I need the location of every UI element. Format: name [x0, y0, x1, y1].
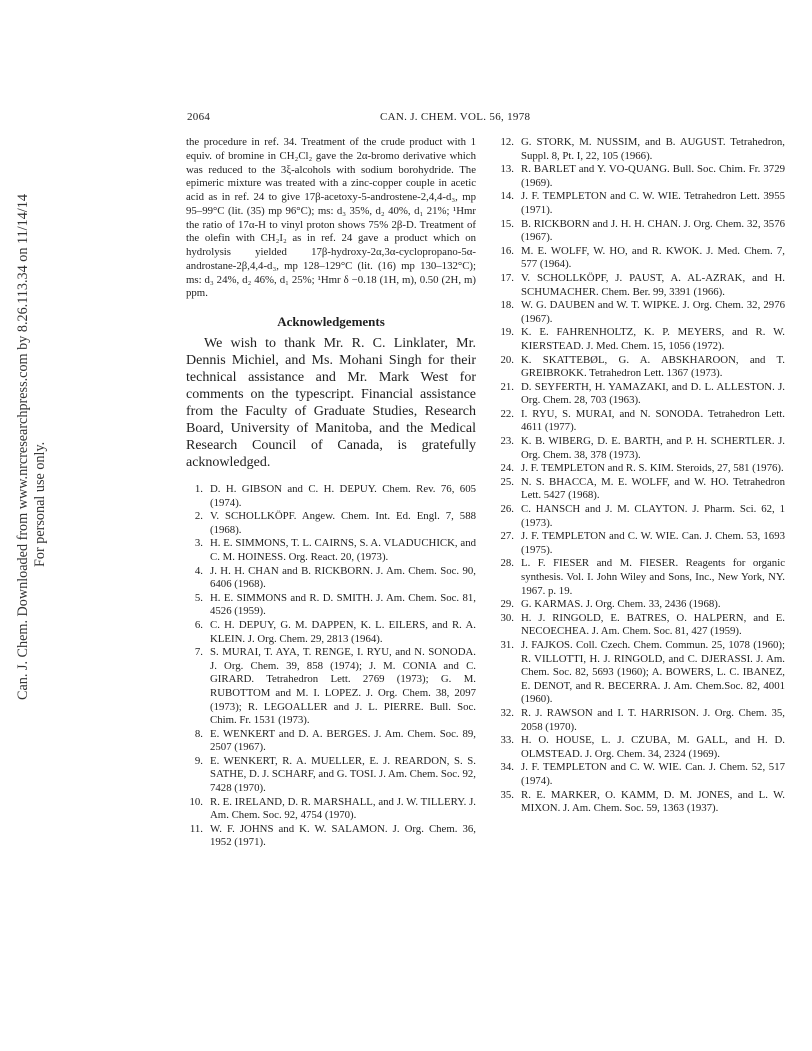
reference-number: 32.	[500, 706, 514, 719]
acknowledgements-heading: Acknowledgements	[277, 314, 385, 329]
reference-item	[497, 530, 785, 557]
reference-item	[186, 483, 476, 510]
reference-number: 5.	[194, 591, 203, 604]
reference-number: 35.	[500, 788, 514, 801]
reference-text: K. E. FAHRENHOLTZ, K. P. MEYERS, and R. W. KIERSTEAD. J. Med. Chem. 15, 1056 (1972).	[521, 326, 785, 352]
reference-text: J. FAJKOS. Coll. Czech. Chem. Commun. 25, 1078 (1960); R. VILLOTTI, H. J. RINGOLD, and C. DJERASSI. J. Am. Chem. Soc. 82, 5693 (1960); A. BOWERS, L. C. IBANEZ, E. DENOT, and R. BECERRA. J. Am. Chem.Soc. 82, 4001 (1960).	[521, 638, 785, 706]
reference-text: B. RICKBORN and J. H. H. CHAN. J. Org. Chem. 32, 3576 (1967).	[521, 217, 785, 244]
reference-number: 10.	[189, 795, 203, 808]
reference-text: W. G. DAUBEN and W. T. WIPKE. J. Org. Chem. 32, 2976 (1967).	[521, 299, 785, 325]
reference-item	[497, 612, 785, 639]
reference-number: 2.	[194, 510, 203, 523]
reference-text: I. RYU, S. MURAI, and N. SONODA. Tetrahedron Lett. 4611 (1977).	[521, 407, 785, 434]
acknowledgements-text: We wish to thank Mr. R. C. Linklater, Mr. Dennis Michiel, and Ms. Mohani Singh for their technical assistance and Mr. Mark West for comments on the typescript. Financial assistance from the Faculty of Graduate Studies, Research Board, University of Manitoba, and the Medical Research Council of Canada, is gratefully acknowledged.	[186, 336, 476, 470]
personal-use-line: For personal use only.	[32, 441, 48, 567]
reference-text: H. E. SIMMONS and R. D. SMITH. J. Am. Chem. Soc. 81, 4526 (1959).	[210, 591, 476, 618]
download-notice-line: Can. J. Chem. Downloaded from www.nrcresearchpress.com by 8.26.113.34 on 11/14/14	[15, 194, 31, 700]
reference-text: C. H. DEPUY, G. M. DAPPEN, K. L. EILERS, and R. A. KLEIN. J. Org. Chem. 29, 2813 (1964).	[210, 618, 476, 645]
reference-number: 18.	[500, 299, 514, 312]
reference-text: G. KARMAS. J. Org. Chem. 33, 2436 (1968).	[521, 598, 721, 611]
reference-item	[497, 503, 785, 530]
reference-number: 26.	[500, 503, 514, 516]
reference-number: 34.	[500, 761, 514, 774]
reference-item	[497, 734, 785, 761]
reference-number: 6.	[194, 618, 203, 631]
reference-number: 29.	[500, 598, 514, 611]
reference-number: 19.	[500, 326, 514, 339]
reference-item	[497, 598, 785, 612]
reference-list-right	[497, 136, 785, 816]
reference-item	[497, 354, 785, 381]
reference-text: D. H. GIBSON and C. H. DEPUY. Chem. Rev. 76, 605 (1974).	[210, 483, 476, 509]
reference-item	[497, 462, 785, 476]
reference-number: 9.	[194, 754, 203, 767]
experimental-paragraph: the procedure in ref. 34. Treatment of the crude product with 1 equiv. of bromine in CH₂Cl₂ gave the 2α-bromo derivative which was reduced to the 3ξ-alcohols with sodium borohydride. The epimeric mixture was treated with a zinc-copper couple in acetic acid as in ref. 24 to give 17β-acetoxy-5-androstene-2,4,4-d₃, mp 95–99°C (lit. (35) mp 96°C); ms: d₃ 35%, d₂ 40%, d₁ 21%; ¹Hmr the ratio of 17α-H to vinyl proton shows 75% 2β-D. Treatment of the olefin with CH₂I₂ as in ref. 24 gave a product which on hydrolysis yielded 17β-hydroxy-2α,3α-cyclopropano-5α-androstane-2β,4,4-d₃, mp 128–129°C (lit. (16) mp 130–132°C); ms: d₃ 24%, d₂ 46%, d₁ 25%; ¹Hmr δ −0.18 (1H, m), 0.50 (2H, m) ppm.	[186, 136, 476, 300]
reference-number: 24.	[500, 462, 514, 475]
reference-text: V. SCHOLLKÖPF. Angew. Chem. Int. Ed. Engl. 7, 588 (1968).	[210, 510, 476, 536]
reference-item	[497, 272, 785, 299]
reference-number: 33.	[500, 734, 514, 747]
reference-item	[497, 789, 785, 816]
reference-item	[497, 190, 785, 217]
reference-item	[186, 728, 476, 755]
reference-number: 4.	[194, 564, 203, 577]
reference-text: R. E. MARKER, O. KAMM, D. M. JONES, and L. W. MIXON. J. Am. Chem. Soc. 59, 1363 (1937).	[521, 788, 785, 815]
reference-number: 22.	[500, 407, 514, 420]
reference-item	[186, 510, 476, 537]
reference-item	[186, 565, 476, 592]
reference-number: 25.	[500, 475, 514, 488]
reference-item	[497, 381, 785, 408]
reference-text: N. S. BHACCA, M. E. WOLFF, and W. HO. Tetrahedron Lett. 5427 (1968).	[521, 475, 785, 502]
reference-text: V. SCHOLLKÖPF, J. PAUST, A. AL-AZRAK, and H. SCHUMACHER. Chem. Ber. 99, 3391 (1966).	[521, 271, 785, 298]
reference-item	[186, 796, 476, 823]
reference-text: D. SEYFERTH, H. YAMAZAKI, and D. L. ALLESTON. J. Org. Chem. 28, 703 (1963).	[521, 380, 785, 407]
reference-number: 31.	[500, 638, 514, 651]
reference-item	[497, 557, 785, 598]
reference-text: K. B. WIBERG, D. E. BARTH, and P. H. SCHERTLER. J. Org. Chem. 38, 378 (1973).	[521, 435, 785, 461]
reference-text: R. BARLET and Y. VO-QUANG. Bull. Soc. Chim. Fr. 3729 (1969).	[521, 163, 785, 189]
reference-text: C. HANSCH and J. M. CLAYTON. J. Pharm. Sci. 62, 1 (1973).	[521, 503, 785, 529]
reference-number: 20.	[500, 353, 514, 366]
reference-number: 23.	[500, 435, 514, 448]
reference-text: E. WENKERT, R. A. MUELLER, E. J. REARDON, S. S. SATHE, D. J. SCHARF, and G. TOSI. J. Am. Chem. Soc. 92, 7428 (1970).	[210, 754, 476, 795]
reference-item	[497, 639, 785, 707]
reference-item	[497, 136, 785, 163]
page-number: 2064	[187, 111, 211, 123]
reference-text: J. F. TEMPLETON and C. W. WIE. Can. J. Chem. 52, 517 (1974).	[521, 761, 785, 787]
reference-item	[497, 163, 785, 190]
reference-number: 30.	[500, 611, 514, 624]
reference-text: J. H. H. CHAN and B. RICKBORN. J. Am. Chem. Soc. 90, 6406 (1968).	[210, 564, 476, 591]
reference-text: R. E. IRELAND, D. R. MARSHALL, and J. W. TILLERY. J. Am. Chem. Soc. 92, 4754 (1970).	[210, 795, 476, 822]
reference-number: 3.	[194, 537, 203, 550]
reference-text: M. E. WOLFF, W. HO, and R. KWOK. J. Med. Chem. 7, 577 (1964).	[521, 244, 785, 271]
reference-item	[497, 408, 785, 435]
reference-number: 14.	[500, 190, 514, 203]
reference-text: R. J. RAWSON and I. T. HARRISON. J. Org. Chem. 35, 2058 (1970).	[521, 706, 785, 733]
reference-number: 16.	[500, 244, 514, 257]
reference-item	[497, 245, 785, 272]
right-column	[497, 136, 785, 816]
reference-number: 27.	[500, 530, 514, 543]
reference-text: J. F. TEMPLETON and C. W. WIE. Can. J. Chem. 53, 1693 (1975).	[521, 530, 785, 556]
reference-item	[186, 823, 476, 850]
reference-item	[186, 592, 476, 619]
reference-text: H. J. RINGOLD, E. BATRES, O. HALPERN, and E. NECOECHEA. J. Am. Chem. Soc. 81, 427 (1959).	[521, 611, 785, 638]
reference-text: W. F. JOHNS and K. W. SALAMON. J. Org. Chem. 36, 1952 (1971).	[210, 822, 476, 849]
reference-text: E. WENKERT and D. A. BERGES. J. Am. Chem. Soc. 89, 2507 (1967).	[210, 727, 476, 754]
reference-text: K. SKATTEBØL, G. A. ABSKHAROON, and T. GREIBROKK. Tetrahedron Lett. 1367 (1973).	[521, 353, 785, 380]
reference-number: 11.	[189, 822, 203, 835]
reference-item	[186, 619, 476, 646]
reference-item	[186, 646, 476, 728]
left-column	[186, 136, 476, 850]
download-watermark	[13, 160, 49, 700]
reference-text: H. E. SIMMONS, T. L. CAIRNS, S. A. VLADUCHICK, and C. M. HOINESS. Org. React. 20, (1973).	[210, 537, 476, 563]
reference-item	[497, 218, 785, 245]
reference-item	[497, 761, 785, 788]
reference-number: 12.	[500, 136, 514, 148]
reference-number: 28.	[500, 557, 514, 570]
reference-number: 8.	[194, 727, 203, 740]
journal-citation: CAN. J. CHEM. VOL. 56, 1978	[380, 111, 531, 123]
reference-text: L. F. FIESER and M. FIESER. Reagents for organic synthesis. Vol. I. John Wiley and Sons, Inc., New York, NY. 1967. p. 19.	[521, 557, 785, 597]
reference-number: 15.	[500, 217, 514, 230]
reference-number: 13.	[500, 163, 514, 176]
running-header	[187, 111, 782, 127]
reference-list-left	[186, 483, 476, 850]
reference-number: 17.	[500, 271, 514, 284]
download-watermark-svg	[13, 160, 49, 700]
reference-text: S. MURAI, T. AYA, T. RENGE, I. RYU, and N. SONODA. J. Org. Chem. 39, 858 (1974); J. M. CONIA and C. GIRARD. Tetrahedron Lett. 2769 (1973); G. M. RUBOTTOM and M. I. LOPEZ. J. Org. Chem. 38, 2097 (1973); R. LEGOALLER and J. L. PIERRE. Bull. Soc. Chim. Fr. 1531 (1973).	[210, 646, 476, 727]
reference-item	[497, 299, 785, 326]
reference-item	[497, 476, 785, 503]
reference-item	[186, 755, 476, 796]
reference-item	[186, 537, 476, 564]
reference-item	[497, 707, 785, 734]
reference-text: J. F. TEMPLETON and C. W. WIE. Tetrahedron Lett. 3955 (1971).	[521, 190, 785, 216]
reference-number: 1.	[194, 483, 203, 495]
reference-text: H. O. HOUSE, L. J. CZUBA, M. GALL, and H. D. OLMSTEAD. J. Org. Chem. 34, 2324 (1969).	[521, 734, 785, 760]
reference-text: J. F. TEMPLETON and R. S. KIM. Steroids, 27, 581 (1976).	[521, 462, 784, 475]
reference-item	[497, 435, 785, 462]
reference-item	[497, 326, 785, 353]
reference-text: G. STORK, M. NUSSIM, and B. AUGUST. Tetrahedron, Suppl. 8, Pt. I, 22, 105 (1966).	[521, 136, 785, 162]
reference-number: 21.	[500, 380, 514, 393]
reference-number: 7.	[194, 646, 203, 659]
